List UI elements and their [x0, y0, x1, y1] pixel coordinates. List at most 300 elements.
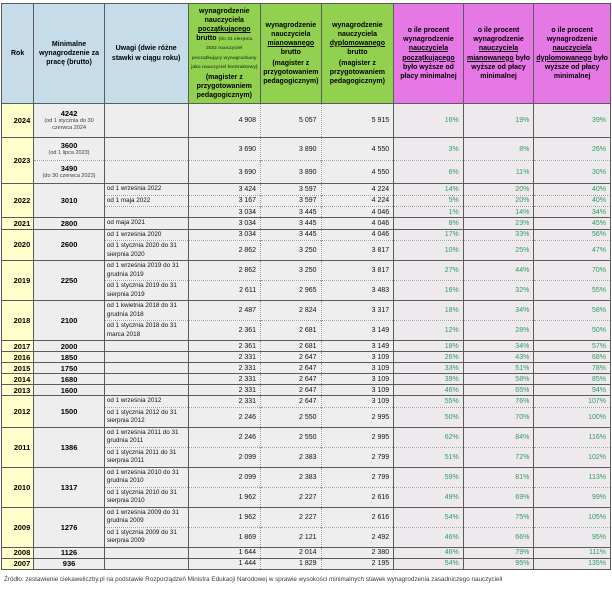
min-wage-value: 1126	[60, 548, 78, 557]
percent-dyplomowany-cell: 58%	[534, 301, 611, 321]
percent-mianowany-cell: 33%	[463, 229, 534, 241]
uwagi-cell: od 1 września 2019 do 31 grudnia 2019	[104, 261, 188, 281]
salary-poczatkujacy-cell: 1 962	[188, 487, 261, 507]
salary-dyplomowany-cell: 3 483	[321, 281, 394, 301]
table-row	[2, 374, 611, 385]
min-wage-cell	[34, 301, 105, 341]
salary-mianowany-cell: 2 824	[261, 301, 321, 321]
table-row	[2, 301, 611, 321]
percent-mianowany-cell: 51%	[463, 363, 534, 374]
min-wage-value: 1850	[60, 352, 78, 362]
year-cell: 2016	[2, 352, 34, 363]
percent-mianowany-cell: 32%	[463, 281, 534, 301]
salary-dyplomowany-cell: 3 149	[321, 321, 394, 341]
uwagi-cell	[104, 363, 188, 374]
salary-mianowany-cell: 2 227	[261, 507, 321, 527]
salary-dyplomowany-cell: 2 616	[321, 487, 394, 507]
uwagi-cell: od 1 kwietnia 2018 do 31 grudnia 2018	[104, 301, 188, 321]
header-poczatkujacy-note: (do 31 sierpnia 2022 nauczyciel początkujący wynagradzany jako nauczyciel kontraktowy)	[191, 37, 258, 70]
percent-poczatkujacy-cell: 10%	[394, 241, 464, 261]
min-wage-cell	[34, 104, 105, 138]
percent-dyplomowany-cell: 40%	[534, 195, 611, 207]
year-cell: 2007	[2, 558, 34, 569]
year-cell: 2015	[2, 363, 34, 374]
year-cell: 2024	[2, 104, 34, 138]
percent-dyplomowany-cell: 105%	[534, 507, 611, 527]
salary-poczatkujacy-cell: 1 444	[188, 558, 261, 569]
min-wage-cell	[34, 138, 105, 161]
salary-dyplomowany-cell: 4 046	[321, 218, 394, 230]
percent-dyplomowany-cell: 70%	[534, 261, 611, 281]
uwagi-cell: od 1 stycznia 2009 do 31 sierpnia 2009	[104, 527, 188, 547]
salary-dyplomowany-cell: 4 046	[321, 229, 394, 241]
min-wage-cell	[34, 341, 105, 352]
salary-mianowany-cell: 2 681	[261, 341, 321, 352]
salary-dyplomowany-cell: 2 380	[321, 547, 394, 558]
min-wage-cell	[34, 374, 105, 385]
percent-poczatkujacy-cell: 1%	[394, 207, 464, 218]
percent-dyplomowany-cell: 68%	[534, 352, 611, 363]
salary-poczatkujacy-cell: 2 099	[188, 467, 261, 487]
min-wage-value: 1317	[60, 482, 78, 492]
percent-mianowany-cell: 43%	[463, 352, 534, 363]
table-row	[2, 558, 611, 569]
uwagi-cell	[104, 558, 188, 569]
uwagi-cell: od maja 2021	[104, 218, 188, 230]
header-pct-dyplomowany	[534, 4, 611, 104]
header-dyplomowany-post: brutto	[347, 48, 368, 56]
header-pct-dyplomowany-underlined: nauczyciela dyplomowanego	[536, 45, 592, 62]
min-wage-value: 1386	[60, 442, 78, 452]
salary-mianowany-cell: 3 597	[261, 184, 321, 196]
percent-mianowany-cell: 84%	[463, 427, 534, 447]
percent-poczatkujacy-cell: 5%	[394, 195, 464, 207]
percent-mianowany-cell: 20%	[463, 195, 534, 207]
salary-dyplomowany-cell: 4 550	[321, 161, 394, 184]
percent-poczatkujacy-cell: 46%	[394, 547, 464, 558]
percent-dyplomowany-cell: 47%	[534, 241, 611, 261]
salary-dyplomowany-cell: 2 616	[321, 507, 394, 527]
percent-poczatkujacy-cell: 39%	[394, 374, 464, 385]
uwagi-cell: od 1 stycznia 2012 do 31 sierpnia 2012	[104, 407, 188, 427]
header-dyplomowany-pre: wynagrodzenie nauczyciela	[332, 21, 383, 38]
header-pct-mianowany-underlined: nauczyciela mianowanego	[467, 45, 519, 62]
year-cell: 2014	[2, 374, 34, 385]
min-wage-cell	[34, 218, 105, 230]
year-cell: 2012	[2, 396, 34, 428]
uwagi-cell	[104, 138, 188, 161]
percent-mianowany-cell: 20%	[463, 184, 534, 196]
min-wage-value: 1276	[60, 522, 78, 532]
percent-mianowany-cell: 76%	[463, 396, 534, 408]
salary-table	[1, 3, 611, 570]
min-wage-cell	[34, 467, 105, 507]
percent-mianowany-cell: 66%	[463, 527, 534, 547]
header-pct-poczatkujacy-pre: o ile procent wynagrodzenie	[403, 27, 454, 44]
percent-poczatkujacy-cell: 18%	[394, 341, 464, 352]
min-wage-cell	[34, 427, 105, 467]
salary-mianowany-cell: 2 121	[261, 527, 321, 547]
header-minimalne-wynagrodzenie: Minimalne wynagrodzenie za pracę (brutto)	[34, 4, 105, 104]
percent-poczatkujacy-cell: 18%	[394, 301, 464, 321]
percent-poczatkujacy-cell: 54%	[394, 507, 464, 527]
table-row	[2, 104, 611, 138]
salary-mianowany-cell: 2 647	[261, 396, 321, 408]
percent-mianowany-cell: 65%	[463, 385, 534, 396]
uwagi-cell: od 1 września 2022	[104, 184, 188, 196]
salary-dyplomowany-cell: 4 046	[321, 207, 394, 218]
salary-mianowany-cell: 2 550	[261, 427, 321, 447]
percent-mianowany-cell: 81%	[463, 467, 534, 487]
uwagi-cell: od 1 września 2020	[104, 229, 188, 241]
salary-dyplomowany-cell: 2 799	[321, 447, 394, 467]
min-wage-value: 1750	[60, 363, 78, 373]
salary-poczatkujacy-cell: 2 331	[188, 363, 261, 374]
percent-dyplomowany-cell: 94%	[534, 385, 611, 396]
salary-mianowany-cell: 3 445	[261, 229, 321, 241]
min-wage-value: 2800	[60, 218, 78, 228]
salary-poczatkujacy-cell: 2 331	[188, 385, 261, 396]
salary-mianowany-cell: 3 890	[261, 161, 321, 184]
percent-poczatkujacy-cell: 17%	[394, 229, 464, 241]
salary-dyplomowany-cell: 2 995	[321, 407, 394, 427]
header-mianowany-pre: wynagrodzenie nauczyciela	[265, 21, 317, 38]
percent-poczatkujacy-cell: 62%	[394, 427, 464, 447]
salary-poczatkujacy-cell: 2 246	[188, 427, 261, 447]
year-cell: 2017	[2, 341, 34, 352]
min-wage-cell	[34, 385, 105, 396]
salary-poczatkujacy-cell: 2 862	[188, 261, 261, 281]
salary-dyplomowany-cell: 3 109	[321, 385, 394, 396]
percent-mianowany-cell: 23%	[463, 218, 534, 230]
min-wage-note: (do 30 czerwca 2023)	[42, 173, 96, 180]
table-row	[2, 161, 611, 184]
salary-mianowany-cell: 2 383	[261, 447, 321, 467]
salary-mianowany-cell: 1 829	[261, 558, 321, 569]
salary-poczatkujacy-cell: 3 034	[188, 218, 261, 230]
min-wage-value: 2600	[60, 240, 78, 250]
min-wage-cell	[34, 363, 105, 374]
salary-dyplomowany-cell: 4 224	[321, 195, 394, 207]
salary-mianowany-cell: 2 014	[261, 547, 321, 558]
salary-poczatkujacy-cell: 3 034	[188, 229, 261, 241]
percent-mianowany-cell: 75%	[463, 507, 534, 527]
percent-poczatkujacy-cell: 6%	[394, 161, 464, 184]
salary-dyplomowany-cell: 4 550	[321, 138, 394, 161]
salary-mianowany-cell: 2 383	[261, 467, 321, 487]
header-pct-poczatkujacy-post: było wyższe od płacy minimalnej	[400, 63, 457, 80]
min-wage-cell	[34, 558, 105, 569]
salary-poczatkujacy-cell: 4 908	[188, 104, 261, 138]
percent-mianowany-cell: 14%	[463, 207, 534, 218]
year-cell: 2008	[2, 547, 34, 558]
percent-mianowany-cell: 8%	[463, 138, 534, 161]
percent-dyplomowany-cell: 116%	[534, 427, 611, 447]
table-row	[2, 427, 611, 447]
year-cell: 2018	[2, 301, 34, 341]
percent-poczatkujacy-cell: 3%	[394, 138, 464, 161]
percent-poczatkujacy-cell: 59%	[394, 467, 464, 487]
table-row	[2, 547, 611, 558]
salary-dyplomowany-cell: 2 195	[321, 558, 394, 569]
year-cell: 2023	[2, 138, 34, 184]
table-row	[2, 385, 611, 396]
uwagi-cell: od 1 stycznia 2011 do 31 sierpnia 2011	[104, 447, 188, 467]
salary-poczatkujacy-cell: 3 690	[188, 138, 261, 161]
percent-dyplomowany-cell: 30%	[534, 161, 611, 184]
min-wage-cell	[34, 507, 105, 547]
percent-poczatkujacy-cell: 26%	[394, 352, 464, 363]
uwagi-cell	[104, 161, 188, 184]
uwagi-cell: od 1 stycznia 2020 do 31 sierpnia 2020	[104, 241, 188, 261]
table-row	[2, 261, 611, 281]
salary-dyplomowany-cell: 3 109	[321, 374, 394, 385]
header-mianowany-post: brutto	[280, 48, 301, 56]
salary-mianowany-cell: 2 647	[261, 352, 321, 363]
min-wage-value: 1500	[60, 406, 78, 416]
percent-poczatkujacy-cell: 51%	[394, 447, 464, 467]
percent-dyplomowany-cell: 111%	[534, 547, 611, 558]
min-wage-value: 936	[62, 559, 76, 568]
uwagi-cell: od 1 stycznia 2019 do 31 sierpnia 2019	[104, 281, 188, 301]
table-body	[2, 104, 611, 570]
salary-mianowany-cell: 2 681	[261, 321, 321, 341]
uwagi-cell	[104, 385, 188, 396]
header-pct-dyplomowany-pre: o ile procent wynagrodzenie	[546, 27, 598, 44]
header-poczatkujacy	[188, 4, 261, 104]
year-cell: 2011	[2, 427, 34, 467]
percent-dyplomowany-cell: 40%	[534, 184, 611, 196]
year-cell: 2010	[2, 467, 34, 507]
uwagi-cell	[104, 547, 188, 558]
salary-poczatkujacy-cell: 1 962	[188, 507, 261, 527]
percent-mianowany-cell: 70%	[463, 407, 534, 427]
table-row	[2, 184, 611, 196]
salary-dyplomowany-cell: 3 109	[321, 352, 394, 363]
percent-mianowany-cell: 25%	[463, 241, 534, 261]
percent-dyplomowany-cell: 113%	[534, 467, 611, 487]
min-wage-cell	[34, 229, 105, 261]
salary-mianowany-cell: 2 227	[261, 487, 321, 507]
percent-mianowany-cell: 34%	[463, 341, 534, 352]
salary-poczatkujacy-cell: 2 862	[188, 241, 261, 261]
header-poczatkujacy-suffix: (magister z przygotowaniem pedagogicznym)	[196, 73, 252, 99]
min-wage-value: 2100	[60, 316, 78, 325]
salary-mianowany-cell: 2 647	[261, 385, 321, 396]
header-pct-mianowany	[463, 4, 534, 104]
salary-dyplomowany-cell: 3 109	[321, 396, 394, 408]
percent-mianowany-cell: 72%	[463, 447, 534, 467]
uwagi-cell	[104, 341, 188, 352]
percent-poczatkujacy-cell: 50%	[394, 407, 464, 427]
percent-poczatkujacy-cell: 54%	[394, 558, 464, 569]
salary-poczatkujacy-cell: 2 487	[188, 301, 261, 321]
header-rok: Rok	[2, 4, 34, 104]
percent-poczatkujacy-cell: 46%	[394, 385, 464, 396]
salary-mianowany-cell: 3 597	[261, 195, 321, 207]
salary-mianowany-cell: 5 057	[261, 104, 321, 138]
uwagi-cell: od 1 września 2009 do 31 grudnia 2009	[104, 507, 188, 527]
min-wage-cell	[34, 352, 105, 363]
header-mianowany	[261, 4, 321, 104]
percent-dyplomowany-cell: 26%	[534, 138, 611, 161]
salary-mianowany-cell: 3 250	[261, 261, 321, 281]
percent-dyplomowany-cell: 34%	[534, 207, 611, 218]
header-mianowany-suffix: (magister z przygotowaniem pedagogicznym)	[263, 60, 319, 86]
header-pct-dyplomowany-post: było wyższe od płacy minimalnej	[544, 54, 608, 80]
salary-dyplomowany-cell: 3 317	[321, 301, 394, 321]
min-wage-note: (od 1 lipca 2023)	[48, 150, 90, 157]
percent-dyplomowany-cell: 95%	[534, 527, 611, 547]
min-wage-value: 1680	[60, 374, 78, 384]
header-pct-mianowany-post: było wyższe od płacy minimalnej	[471, 54, 531, 80]
salary-mianowany-cell: 2 965	[261, 281, 321, 301]
table-row	[2, 507, 611, 527]
percent-mianowany-cell: 95%	[463, 558, 534, 569]
min-wage-value: 2000	[60, 341, 78, 351]
percent-poczatkujacy-cell: 12%	[394, 321, 464, 341]
salary-mianowany-cell: 3 445	[261, 218, 321, 230]
uwagi-cell	[104, 352, 188, 363]
percent-dyplomowany-cell: 100%	[534, 407, 611, 427]
header-poczatkujacy-pre: wynagrodzenie nauczyciela	[199, 8, 250, 25]
percent-dyplomowany-cell: 57%	[534, 341, 611, 352]
header-pct-mianowany-pre: o ile procent wynagrodzenie	[473, 27, 524, 44]
header-dyplomowany-suffix: (magister z przygotowaniem pedagogicznym)	[329, 60, 385, 86]
salary-mianowany-cell: 3 250	[261, 241, 321, 261]
salary-dyplomowany-cell: 4 224	[321, 184, 394, 196]
salary-dyplomowany-cell: 2 995	[321, 427, 394, 447]
percent-poczatkujacy-cell: 49%	[394, 487, 464, 507]
min-wage-value: 2250	[60, 276, 78, 285]
min-wage-cell	[34, 261, 105, 301]
salary-poczatkujacy-cell: 2 246	[188, 407, 261, 427]
table-row	[2, 218, 611, 230]
salary-dyplomowany-cell: 3 817	[321, 261, 394, 281]
table-row	[2, 467, 611, 487]
table-row	[2, 396, 611, 408]
table-row	[2, 363, 611, 374]
percent-poczatkujacy-cell: 14%	[394, 184, 464, 196]
salary-mianowany-cell: 3 890	[261, 138, 321, 161]
year-cell: 2019	[2, 261, 34, 301]
salary-mianowany-cell: 2 647	[261, 363, 321, 374]
year-cell: 2020	[2, 229, 34, 261]
percent-dyplomowany-cell: 56%	[534, 229, 611, 241]
uwagi-cell: od 1 września 2012	[104, 396, 188, 408]
salary-mianowany-cell: 2 647	[261, 374, 321, 385]
percent-mianowany-cell: 44%	[463, 261, 534, 281]
salary-poczatkujacy-cell: 2 331	[188, 396, 261, 408]
salary-poczatkujacy-cell: 2 361	[188, 341, 261, 352]
percent-mianowany-cell: 28%	[463, 321, 534, 341]
salary-poczatkujacy-cell: 3 034	[188, 207, 261, 218]
salary-poczatkujacy-cell: 2 099	[188, 447, 261, 467]
header-poczatkujacy-post: brutto	[196, 35, 217, 43]
percent-mianowany-cell: 11%	[463, 161, 534, 184]
salary-poczatkujacy-cell: 1 869	[188, 527, 261, 547]
percent-poczatkujacy-cell: 55%	[394, 396, 464, 408]
percent-mianowany-cell: 79%	[463, 547, 534, 558]
percent-poczatkujacy-cell: 46%	[394, 527, 464, 547]
year-cell: 2009	[2, 507, 34, 547]
percent-mianowany-cell: 58%	[463, 374, 534, 385]
salary-poczatkujacy-cell: 3 167	[188, 195, 261, 207]
table-row	[2, 341, 611, 352]
uwagi-cell: od 1 stycznia 2010 do 31 sierpnia 2010	[104, 487, 188, 507]
uwagi-cell	[104, 104, 188, 138]
percent-mianowany-cell: 69%	[463, 487, 534, 507]
salary-poczatkujacy-cell: 2 361	[188, 321, 261, 341]
percent-poczatkujacy-cell: 27%	[394, 261, 464, 281]
salary-dyplomowany-cell: 2 799	[321, 467, 394, 487]
percent-poczatkujacy-cell: 16%	[394, 281, 464, 301]
min-wage-value: 4242	[60, 109, 78, 119]
min-wage-value: 1600	[60, 385, 78, 395]
year-cell: 2022	[2, 184, 34, 218]
uwagi-cell	[104, 374, 188, 385]
table-row	[2, 352, 611, 363]
source-note: Źródło: zestawienie ciekaweliczby.pl na podstawie Rozporządzeń Ministra Edukacji Narodowej w sprawie wysokości minimalnych stawek wynagrodzenia zasadniczego nauczycieli	[4, 575, 503, 583]
percent-dyplomowany-cell: 135%	[534, 558, 611, 569]
percent-dyplomowany-cell: 50%	[534, 321, 611, 341]
salary-dyplomowany-cell: 3 109	[321, 363, 394, 374]
year-cell: 2021	[2, 218, 34, 230]
percent-dyplomowany-cell: 99%	[534, 487, 611, 507]
min-wage-value: 3600	[60, 141, 78, 151]
header-poczatkujacy-underlined: początkującego	[198, 26, 251, 34]
salary-poczatkujacy-cell: 3 690	[188, 161, 261, 184]
min-wage-note: (od 1 stycznia do 30 czerwca 2024	[44, 118, 94, 131]
uwagi-cell: od 1 maja 2022	[104, 195, 188, 207]
percent-dyplomowany-cell: 107%	[534, 396, 611, 408]
min-wage-value: 3490	[60, 164, 78, 174]
salary-poczatkujacy-cell: 3 424	[188, 184, 261, 196]
percent-dyplomowany-cell: 102%	[534, 447, 611, 467]
salary-poczatkujacy-cell: 1 644	[188, 547, 261, 558]
year-cell: 2013	[2, 385, 34, 396]
table-row	[2, 229, 611, 241]
uwagi-cell: od 1 września 2011 do 31 grudnia 2011	[104, 427, 188, 447]
header-pct-poczatkujacy-underlined: nauczyciela początkującego	[402, 45, 455, 62]
uwagi-cell: od 1 września 2010 do 31 grudnia 2010	[104, 467, 188, 487]
header-mianowany-underlined: mianowanego	[267, 39, 315, 47]
salary-dyplomowany-cell: 3 149	[321, 341, 394, 352]
salary-poczatkujacy-cell: 2 331	[188, 352, 261, 363]
header-dyplomowany-underlined: dyplomowanego	[329, 39, 385, 47]
salary-mianowany-cell: 2 550	[261, 407, 321, 427]
percent-poczatkujacy-cell: 16%	[394, 104, 464, 138]
uwagi-cell	[104, 207, 188, 218]
salary-poczatkujacy-cell: 2 331	[188, 374, 261, 385]
min-wage-cell	[34, 184, 105, 218]
header-dyplomowany	[321, 4, 394, 104]
salary-mianowany-cell: 3 445	[261, 207, 321, 218]
percent-poczatkujacy-cell: 8%	[394, 218, 464, 230]
header-pct-poczatkujacy	[394, 4, 464, 104]
table-header	[2, 4, 611, 104]
percent-dyplomowany-cell: 78%	[534, 363, 611, 374]
percent-mianowany-cell: 19%	[463, 104, 534, 138]
min-wage-value: 3010	[60, 196, 78, 205]
min-wage-cell	[34, 396, 105, 428]
percent-dyplomowany-cell: 39%	[534, 104, 611, 138]
uwagi-cell: od 1 stycznia 2018 do 31 marca 2018	[104, 321, 188, 341]
min-wage-cell	[34, 161, 105, 184]
percent-dyplomowany-cell: 85%	[534, 374, 611, 385]
salary-dyplomowany-cell: 3 817	[321, 241, 394, 261]
percent-dyplomowany-cell: 55%	[534, 281, 611, 301]
